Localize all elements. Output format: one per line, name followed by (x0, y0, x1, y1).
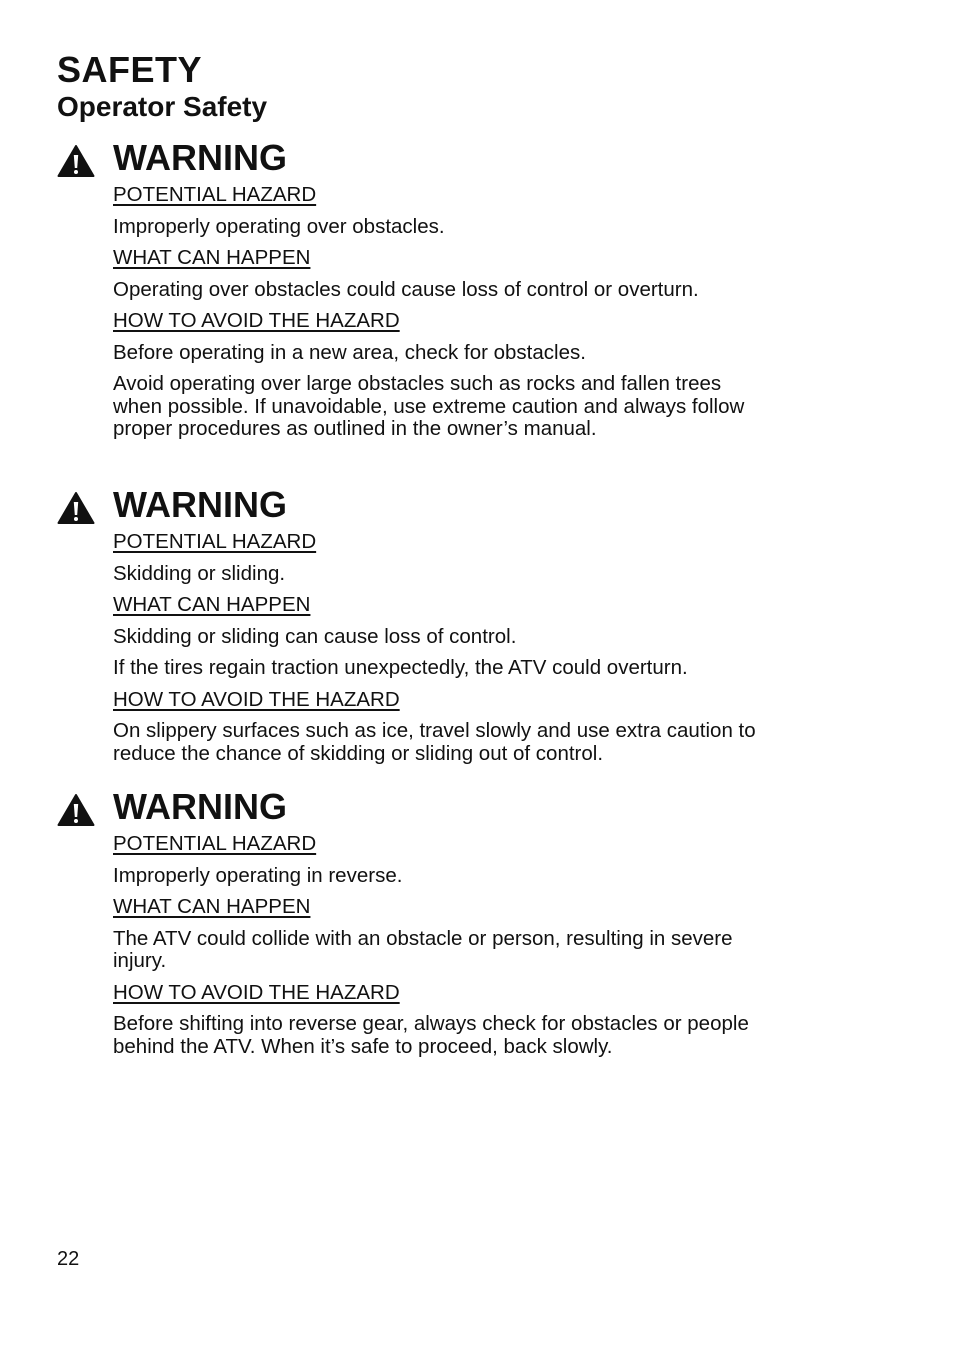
warning-block-reverse (57, 785, 817, 1067)
warning-title: WARNING (113, 484, 287, 525)
potential-hazard-text: Improperly operating in reverse. (113, 863, 403, 887)
page-subtitle: Operator Safety (57, 91, 268, 122)
warning-header (57, 785, 817, 831)
how-to-avoid-text: Avoid operating over large obstacles such as rocks and fallen trees when possible. If unavoidable, use extreme caution and always follow proper procedures as outlined in the owner’s manual. (113, 372, 745, 440)
potential-hazard-text: Improperly operating over obstacles. (113, 214, 445, 238)
warning-title: WARNING (113, 786, 287, 827)
warning-block-obstacles (57, 136, 817, 450)
warning-title: WARNING (113, 137, 287, 178)
what-can-happen-label: WHAT CAN HAPPEN (113, 895, 311, 918)
how-to-avoid-text: On slippery surfaces such as ice, travel slowly and use extra caution to reduce the chance of skidding or sliding out of control. (113, 719, 756, 765)
how-to-avoid-text: Before shifting into reverse gear, always check for obstacles or people behind the ATV. When it’s safe to proceed, back slowly. (113, 1012, 749, 1058)
how-to-avoid-text: Before operating in a new area, check for obstacles. (113, 340, 586, 364)
warning-triangle-icon (57, 144, 95, 178)
potential-hazard-label: POTENTIAL HAZARD (113, 530, 317, 553)
warning-triangle-icon (57, 491, 95, 525)
what-can-happen-label: WHAT CAN HAPPEN (113, 593, 311, 616)
what-can-happen-text: Operating over obstacles could cause loss of control or overturn. (113, 277, 699, 301)
what-can-happen-text: The ATV could collide with an obstacle or person, resulting in severe injury. (113, 926, 733, 972)
how-to-avoid-label: HOW TO AVOID THE HAZARD (113, 687, 400, 711)
page-title: SAFETY (57, 49, 203, 90)
what-can-happen-text: If the tires regain traction unexpectedly, the ATV could overturn. (113, 656, 688, 679)
warning-body (113, 833, 817, 1058)
potential-hazard-label: POTENTIAL HAZARD (113, 832, 317, 855)
warning-block-skidding (57, 483, 817, 774)
page-number: 22 (57, 1248, 80, 1270)
what-can-happen-label: WHAT CAN HAPPEN (113, 246, 311, 269)
warning-body (113, 531, 817, 765)
potential-hazard-label: POTENTIAL HAZARD (113, 183, 317, 206)
how-to-avoid-label: HOW TO AVOID THE HAZARD (113, 980, 400, 1004)
warning-triangle-icon (57, 793, 95, 827)
warning-header (57, 483, 817, 529)
warning-header (57, 136, 817, 182)
warning-body (113, 184, 817, 441)
how-to-avoid-label: HOW TO AVOID THE HAZARD (113, 309, 400, 332)
potential-hazard-text: Skidding or sliding. (113, 561, 286, 585)
what-can-happen-text: Skidding or sliding can cause loss of control. (113, 624, 517, 648)
